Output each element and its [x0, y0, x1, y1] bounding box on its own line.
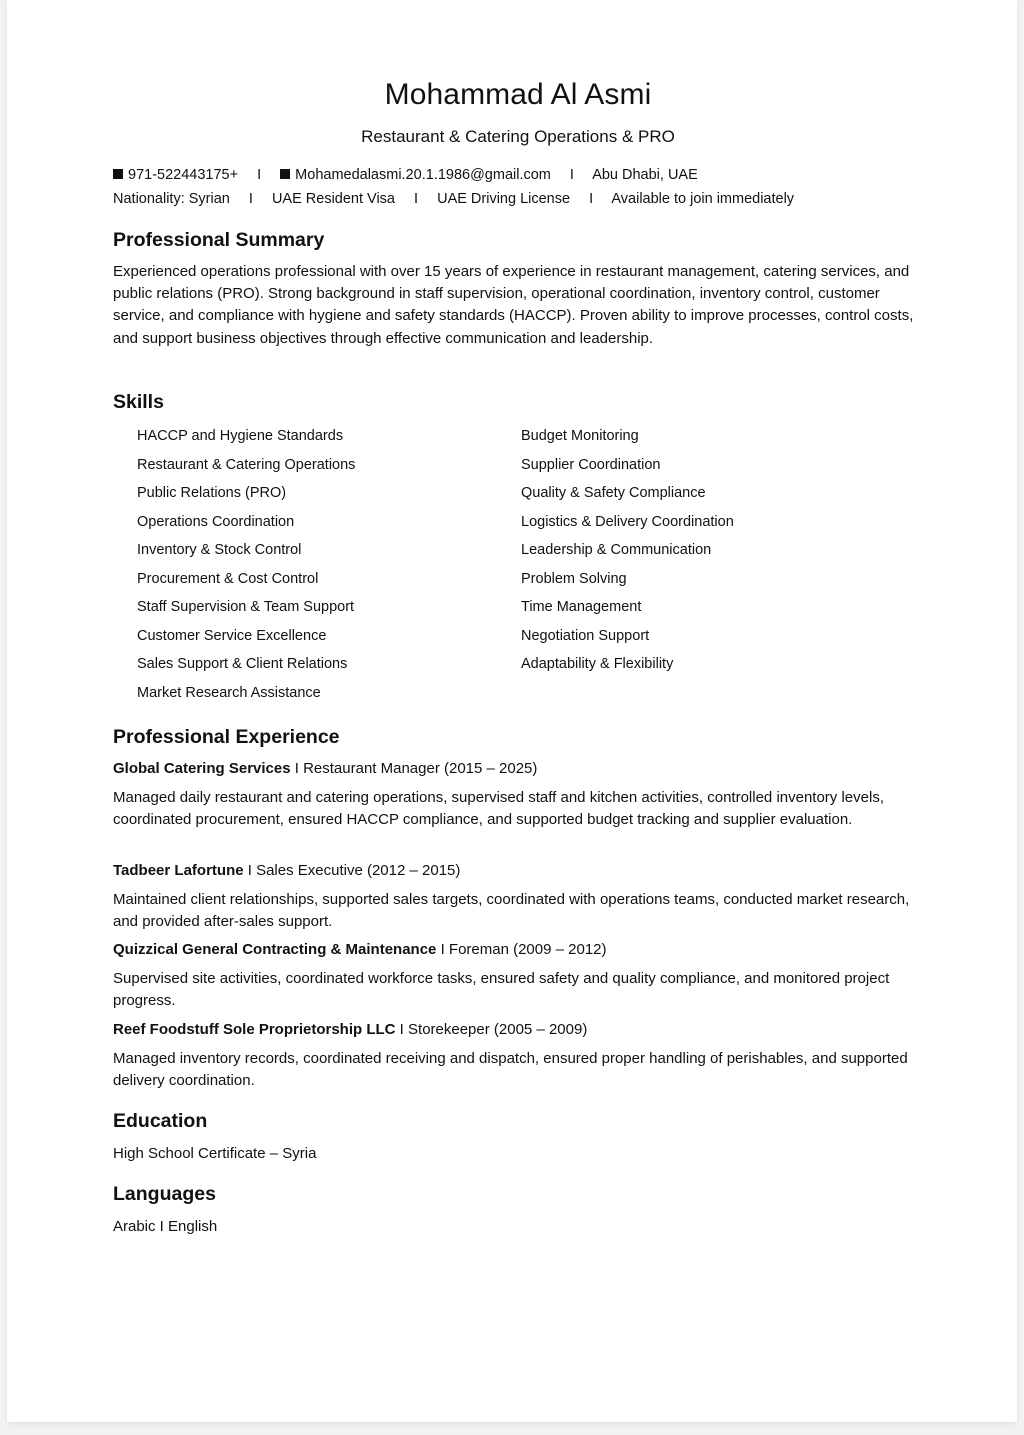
skill-item: Public Relations (PRO) [137, 485, 287, 501]
skill-item: Time Management [521, 599, 642, 615]
separator: I [257, 167, 262, 183]
location: Abu Dhabi, UAE [592, 167, 698, 183]
job-description: Maintained client relationships, supported sales targets, coordinated with operations teams, conducted market research, and provided after-sales support. [113, 891, 910, 931]
job-company: Quizzical General Contracting & Maintenance [113, 941, 437, 958]
email-bullet-icon [280, 169, 290, 179]
skill-item: Supplier Coordination [521, 456, 661, 473]
phone-bullet-icon [113, 169, 123, 179]
contact-line-1 [113, 167, 698, 183]
skill-item: Restaurant & Catering Operations [137, 456, 356, 473]
candidate-name: Mohammad Al Asmi [384, 78, 652, 111]
job-role: I Restaurant Manager (2015 – 2025) [290, 760, 538, 777]
skill-item: Operations Coordination [137, 513, 295, 530]
skill-item: HACCP and Hygiene Standards [137, 428, 344, 444]
education-text: High School Certificate – Syria [113, 1145, 317, 1162]
candidate-headline: Restaurant & Catering Operations & PRO [361, 127, 675, 146]
skill-item: Problem Solving [521, 570, 627, 587]
separator: I [589, 191, 594, 207]
job-company: Global Catering Services [113, 760, 291, 777]
skills-column-left [137, 426, 355, 711]
phone-number: 971-522443175+ [128, 167, 239, 183]
visa-status: UAE Resident Visa [271, 191, 395, 207]
separator: I [569, 167, 574, 183]
skill-item: Staff Supervision & Team Support [137, 599, 355, 615]
job-header [113, 862, 460, 879]
education-heading: Education [113, 1110, 208, 1132]
job-description: Managed daily restaurant and catering operations, supervised staff and kitchen activities, controlled inventory levels, coordinated procurement, ensured HACCP compliance, and supported budget tracking and supplier evaluation. [113, 789, 884, 829]
skill-item: Negotiation Support [521, 627, 650, 644]
resume-page [7, 0, 1017, 1422]
languages-text: Arabic I English [113, 1218, 218, 1235]
job-description: Supervised site activities, coordinated workforce tasks, ensured safety and quality compliance, and monitored project progress. [113, 970, 890, 1010]
driving-license: UAE Driving License [437, 191, 571, 207]
skill-item: Budget Monitoring [521, 428, 639, 444]
job-role: I Storekeeper (2005 – 2009) [395, 1021, 588, 1038]
availability: Available to join immediately [611, 191, 795, 207]
job-description: Managed inventory records, coordinated receiving and dispatch, ensured proper handling of perishables, and supported delivery coordination. [113, 1050, 908, 1090]
experience-heading: Professional Experience [113, 726, 340, 748]
separator: I [414, 191, 419, 207]
email-address[interactable]: Mohamedalasmi.20.1.1986@gmail.com [295, 167, 551, 183]
contact-line-2 [113, 191, 794, 207]
summary-text: Experienced operations professional with over 15 years of experience in restaurant management, catering services, and public relations (PRO). Strong background in staff supervision, operational coordination, inventory control, customer service, and compliance with hygiene and safety standards (HACCP). Proven ability to improve processes, control costs, and support business objectives through effective communication and leadership. [113, 263, 914, 347]
skill-item: Inventory & Stock Control [137, 542, 302, 558]
skills-column-right [521, 426, 734, 683]
job-role: I Sales Executive (2012 – 2015) [243, 862, 461, 879]
job-role: I Foreman (2009 – 2012) [436, 941, 607, 958]
languages-heading: Languages [113, 1183, 216, 1205]
job-company: Tadbeer Lafortune [113, 862, 244, 879]
summary-heading: Professional Summary [113, 229, 325, 251]
skills-heading: Skills [113, 391, 164, 413]
job-header [113, 941, 607, 958]
skill-item: Adaptability & Flexibility [521, 656, 674, 672]
job-header [113, 760, 537, 777]
skill-item: Market Research Assistance [137, 684, 321, 701]
job-header [113, 1021, 587, 1038]
skill-item: Quality & Safety Compliance [521, 485, 706, 501]
skill-item: Customer Service Excellence [137, 627, 327, 644]
skill-item: Sales Support & Client Relations [137, 656, 348, 672]
skill-item: Logistics & Delivery Coordination [521, 513, 734, 530]
separator: I [248, 191, 253, 207]
nationality: Nationality: Syrian [113, 191, 230, 207]
job-company: Reef Foodstuff Sole Proprietorship LLC [113, 1021, 396, 1038]
skill-item: Procurement & Cost Control [137, 570, 319, 587]
skill-item: Leadership & Communication [521, 542, 712, 558]
